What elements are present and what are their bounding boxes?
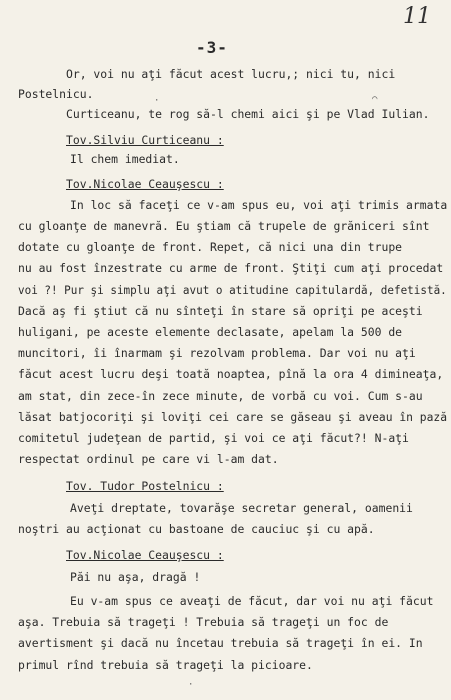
- text-line: Curticeanu, te rog să-l chemi aici şi pe Vlad Iulian.: [66, 107, 430, 121]
- text-line: huligani, pe aceste elemente declasate, apelam la 500 de: [18, 325, 403, 339]
- text-line: nu au fost înzestrate cu arme de front. Ştiţi cum aţi procedat: [18, 261, 444, 275]
- text-line: lăsat batjocoriţi şi loviţi cei care se găseau şi aveau în pază: [18, 410, 448, 424]
- text-line: făcut acest lucru deşi toată noaptea, pînă la ora 4 dimineaţa,: [18, 367, 444, 381]
- text-line: comitetul judeţean de partid, şi voi ce aţi făcut?! N-aţi: [18, 431, 409, 445]
- text-line: cu gloanţe de manevră. Eu ştiam că trupele de grăniceri sînt: [18, 219, 430, 233]
- text-line: muncitori, îi înarmam şi rezolvam problema. Dar voi nu aţi: [18, 346, 416, 360]
- page-number: -3-: [196, 38, 228, 57]
- text-line: am stat, din zece-în zece minute, de vorbă cu voi. Cum s-au: [18, 389, 423, 403]
- text-line: dotate cu gloanţe de front. Repet, că nici una din trupe: [18, 240, 403, 254]
- speaker-heading: Tov.Silviu Curticeanu :: [66, 133, 224, 147]
- speaker-heading: Tov. Tudor Postelnicu :: [66, 479, 224, 493]
- text-line: Postelnicu.: [18, 87, 94, 101]
- text-line: Păi nu aşa, dragă !: [70, 570, 201, 584]
- speaker-heading: Tov.Nicolae Ceauşescu :: [66, 177, 224, 191]
- speaker-heading: Tov.Nicolae Ceauşescu :: [66, 548, 224, 562]
- text-line: In loc să faceţi ce v-am spus eu, voi aţi trimis armata: [70, 198, 448, 212]
- text-line: Dacă aş fi ştiut că nu sînteţi în stare să opriţi pe aceşti: [18, 304, 423, 318]
- text-line: respectat ordinul pe care vi l-am dat.: [18, 452, 279, 466]
- text-line: Aveţi dreptate, tovarăşe secretar general, oamenii: [70, 501, 413, 515]
- text-line: primul rînd trebuia să trageţi la picioare.: [18, 658, 313, 672]
- text-line: noştri au acţionat cu bastoane de cauciuc şi cu apă.: [18, 522, 375, 536]
- text-line: Eu v-am spus ce aveaţi de făcut, dar voi nu aţi făcut: [70, 594, 434, 608]
- text-line: voi ?! Pur şi simplu aţi avut o atitudine capitulardă, defetistă.: [18, 283, 447, 297]
- text-line: aşa. Trebuia să trageţi ! Trebuia să trageţi un foc de: [18, 615, 389, 629]
- folio-number: 11: [403, 4, 431, 29]
- stray-mark: ·: [188, 680, 194, 690]
- text-line: Or, voi nu aţi făcut acest lucru,; nici tu, nici: [66, 67, 396, 81]
- stray-mark: ⌒: [372, 94, 378, 104]
- stray-mark: ·: [154, 96, 160, 106]
- text-line: avertisment şi dacă nu încetau trebuia să trageţi în ei. In: [18, 636, 423, 650]
- text-line: Il chem imediat.: [70, 152, 180, 166]
